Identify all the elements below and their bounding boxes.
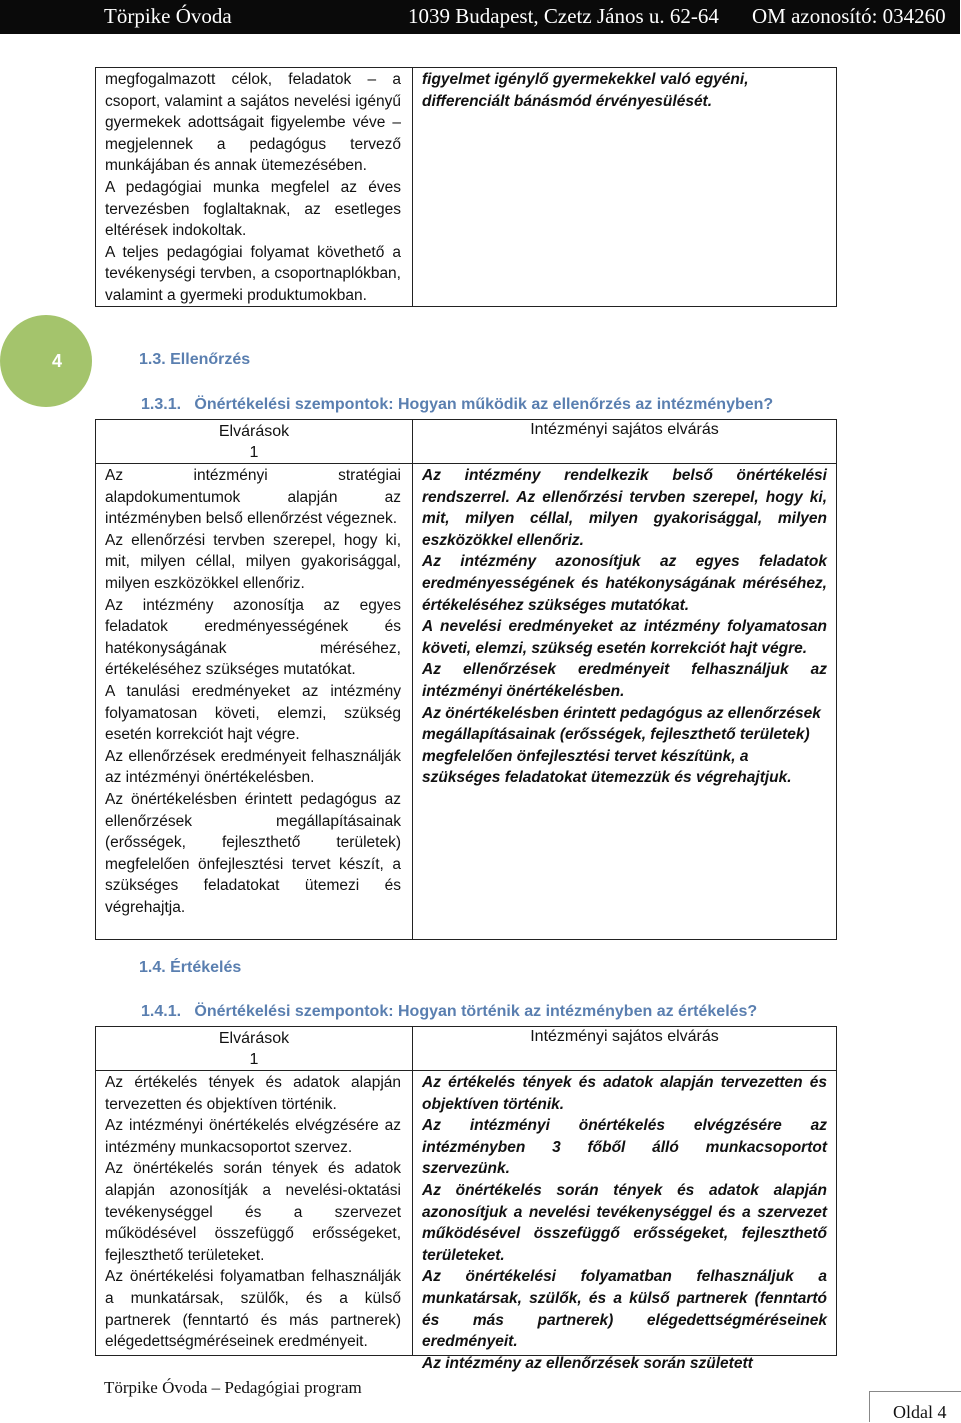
table-ertekeles-col1-header [96,1028,412,1070]
table-ertekeles-left-cell [105,1072,401,1354]
section-title-ellenorzes: 1.3. Ellenőrzés [139,351,251,368]
expectation-paragraph: Az intézményi stratégiai alapdokumentumok alapján az intézményben belső ellenőrzést végeznek. [105,467,401,528]
table-ellenorzes-col2-header: Intézményi sajátos elvárás [530,421,719,438]
page-number: Oldal 4 [893,1402,947,1422]
expectation-paragraph: Az önértékelés során tények és adatok alapján azonosítják a nevelési-oktatási tevékenységgel és a szervezet működésével összefüggő erősségeket, fejleszthető területeket. [105,1160,401,1264]
col1-header-sub: 1 [249,444,259,461]
institution-paragraph: Az önértékelésben érintett pedagógus az ellenőrzések megállapításainak (erősségek, fejleszthető területek) megfelelően önfejlesztési tervet készítünk, a szükséges feladatokat ütemezzük és végrehajtjuk. [422,704,821,787]
top-right-paragraph: figyelmet igénylő gyermekekkel való egyéni, differenciált bánásmód érvényesülését. [422,71,749,110]
table-ertekeles-divider [412,1026,413,1356]
page-badge-number: 4 [52,351,63,371]
section-subtitle-ertekeles: 1.4.1. Önértékelési szempontok: Hogyan történik az intézményben az értékelés? [141,1003,758,1020]
expectation-paragraph: Az ellenőrzési tervben szerepel, hogy ki, mit, milyen céllal, milyen gyakorisággal, milyen eszközökkel ellenőriz. [105,531,401,592]
table-ellenorzes-col1-header [96,421,412,463]
section-title-ertekeles: 1.4. Értékelés [139,959,242,976]
expectation-paragraph: Az önértékelési folyamatban felhasználják a munkatársak, szülők, és a külső partnerek (fenntartó és más partnerek) elégedettségméréseinek eredményeit. [105,1268,401,1351]
top-table-right-cell [422,69,827,112]
page-header [0,0,960,34]
header-school-name: Törpike Óvoda [104,4,232,28]
institution-paragraph: Az értékelés tények és adatok alapján tervezetten és objektíven történik. [422,1074,827,1113]
expectation-paragraph: A tanulási eredményeket az intézmény folyamatosan követi, elemzi, szükség esetén korrekciót hajt végre. [105,682,401,744]
institution-paragraph: Az intézmény az ellenőrzések során született [422,1354,753,1372]
top-table-divider [412,67,413,307]
table-ellenorzes-right-cell [422,465,827,789]
top-left-paragraph: A pedagógiai munka megfelel az éves tervezésben foglaltaknak, az esetleges eltérések indokoltak. [105,178,401,240]
table-ellenorzes-header-rule [95,463,837,464]
table-ellenorzes-divider [412,419,413,940]
table-ertekeles-col2-header: Intézményi sajátos elvárás [530,1028,719,1045]
col1-header-label: Elvárások [218,1030,290,1047]
col1-header-sub: 1 [249,1051,259,1068]
section-subtitle-ellenorzes: 1.3.1. Önértékelési szempontok: Hogyan működik az ellenőrzés az intézményben? [141,396,774,413]
expectation-paragraph: Az intézményi önértékelés elvégzésére az intézmény munkacsoportot szervez. [105,1117,401,1156]
table-ertekeles-right-cell [422,1072,827,1372]
institution-paragraph: Az önértékelési folyamatban felhasználjuk a munkatársak, szülők, és a külső partnerek (fenntartó és más partnerek) elégedettségméréseinek eredményeit. [422,1268,827,1351]
col1-header-label: Elvárások [218,423,290,440]
page-badge [0,315,92,407]
institution-paragraph: Az ellenőrzések eredményeit felhasználjuk az intézményi önértékelésben. [422,661,827,700]
expectation-paragraph: Az értékelés tények és adatok alapján tervezetten és objektíven történik. [105,1074,401,1113]
top-table-left-cell [105,69,401,307]
institution-paragraph: Az intézményi önértékelés elvégzésére az intézményben 3 főből álló munkacsoportot szervezünk. [422,1117,827,1178]
institution-paragraph: Az önértékelés során tények és adatok alapján azonosítjuk a nevelési tevékenységgel és a szervezet működésével összefüggő erősségeket, fejleszthető területeket. [422,1181,827,1264]
top-left-paragraph: megfogalmazott célok, feladatok – a csoport, valamint a sajátos nevelési igényű gyermekek adottságait figyelembe véve – megjelennek a pedagógus tervező munkájában és annak ütemezésében. [105,71,401,175]
header-address: 1039 Budapest, Czetz János u. 62-64 [408,4,719,28]
table-ertekeles-header-rule [95,1070,837,1071]
table-ellenorzes-left-cell [105,465,401,918]
expectation-paragraph: Az ellenőrzések eredményeit felhasználják az intézményi önértékelésben. [105,747,401,787]
institution-paragraph: A nevelési eredményeket az intézmény folyamatosan követi, elemzi, szükség esetén korrekciót hajt végre. [422,618,827,657]
expectation-paragraph: Az önértékelésben érintett pedagógus az ellenőrzések megállapításainak (erősségek, fejleszthető területek) megfelelően önfejlesztési tervet készít, a szükséges feladatokat ütemezi és végrehajtja. [105,790,401,916]
page-footer: Törpike Óvoda – Pedagógiai program [104,1378,362,1397]
top-left-paragraph: A teljes pedagógiai folyamat követhető a tevékenységi tervben, a csoportnaplókban, valamint a gyermeki produktumokban. [105,243,401,304]
institution-paragraph: Az intézmény azonosítjuk az egyes feladatok eredményességének és hatékonyságának méréséhez, értékeléséhez szükséges mutatókat. [422,553,827,614]
expectation-paragraph: Az intézmény azonosítja az egyes feladatok eredményességének és hatékonyságának méréséhez, értékeléséhez szükséges mutatókat. [105,596,401,679]
header-om-id: OM azonosító: 034260 [752,4,946,28]
institution-paragraph: Az intézmény rendelkezik belső önértékelési rendszerrel. Az ellenőrzési tervben szerepel, hogy ki, mit, milyen céllal, milyen gyakorisággal, milyen eszközökkel ellenőriz. [422,467,827,549]
